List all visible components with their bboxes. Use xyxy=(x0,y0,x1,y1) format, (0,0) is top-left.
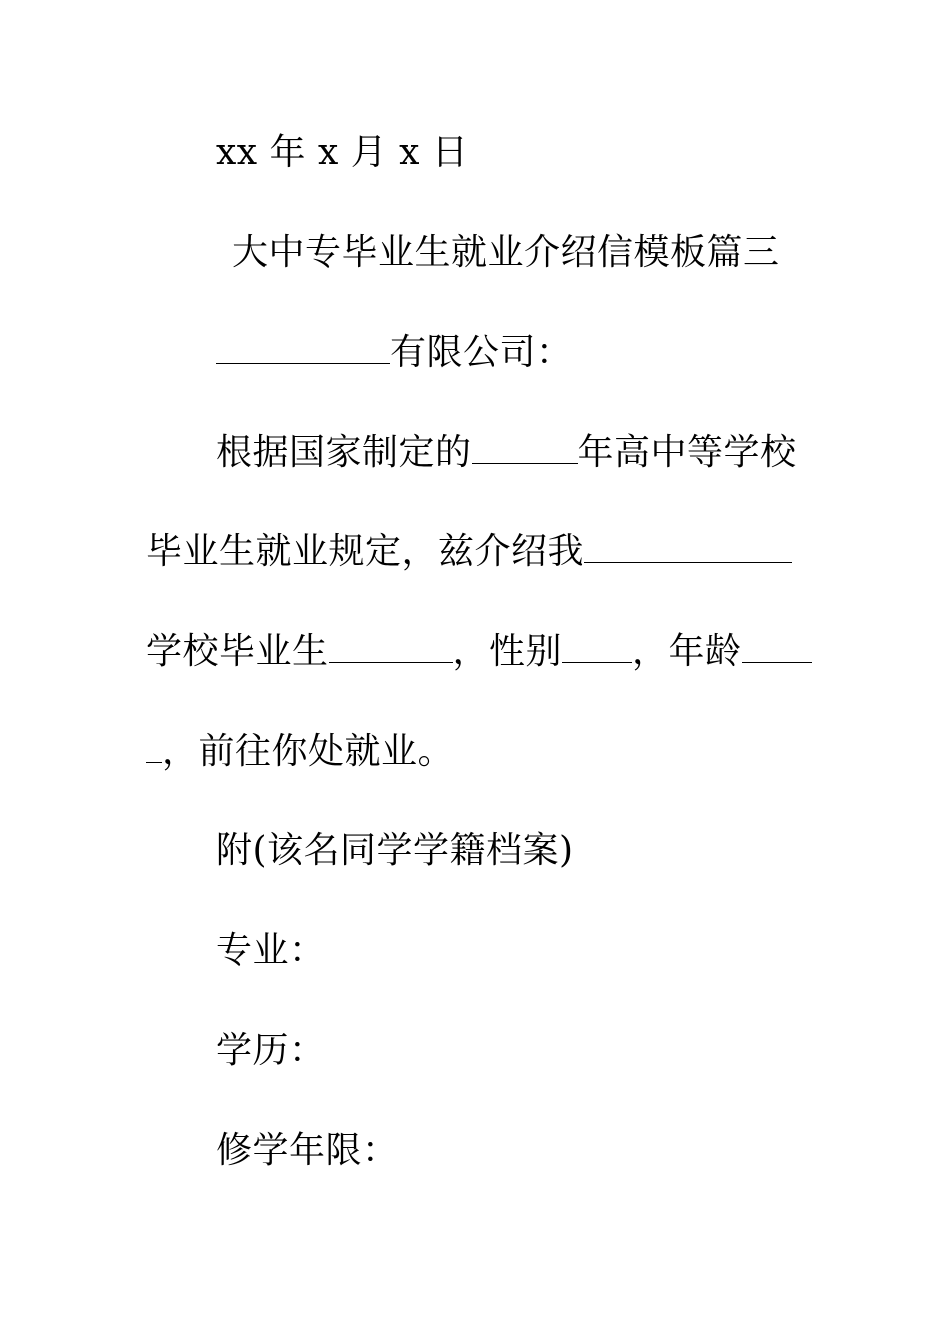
recipient-suffix: 有限公司： xyxy=(390,332,573,373)
gender-blank xyxy=(562,630,632,663)
para2-text: 毕业生就业规定，兹介绍我 xyxy=(146,531,585,572)
para1-text-b: 年高中等学校 xyxy=(577,432,797,473)
study-years-label: 修学年限： xyxy=(216,1130,399,1171)
para3-text-c: ，年龄 xyxy=(632,631,742,672)
age-blank-continued xyxy=(146,730,162,763)
age-blank xyxy=(742,630,812,663)
date-text: xx 年 x 月 x 日 xyxy=(216,132,469,173)
recipient-line xyxy=(216,331,573,375)
attachment-text: 附(该名同学学籍档案) xyxy=(216,830,574,871)
date-line xyxy=(216,131,468,175)
paragraph-line-3 xyxy=(146,630,812,674)
letter-title xyxy=(232,231,780,275)
para3-text-b: ，性别 xyxy=(452,631,563,672)
study-years-field xyxy=(216,1129,399,1173)
school-blank xyxy=(584,530,792,563)
major-label: 专业： xyxy=(216,930,326,971)
paragraph-line-4 xyxy=(146,730,454,774)
major-field xyxy=(216,929,326,973)
company-name-blank xyxy=(216,331,390,364)
education-label: 学历： xyxy=(216,1030,326,1071)
paragraph-line-2 xyxy=(146,530,792,574)
education-field xyxy=(216,1029,326,1073)
para3-text-a: 学校毕业生 xyxy=(146,631,329,672)
attachment-line xyxy=(216,829,574,873)
year-blank xyxy=(472,431,578,464)
title-text: 大中专毕业生就业介绍信模板篇三 xyxy=(232,232,780,273)
graduate-name-blank xyxy=(329,630,453,663)
paragraph-line-1 xyxy=(216,431,797,475)
para1-text-a: 根据国家制定的 xyxy=(216,432,472,473)
para4-text: ，前往你处就业。 xyxy=(162,731,455,772)
